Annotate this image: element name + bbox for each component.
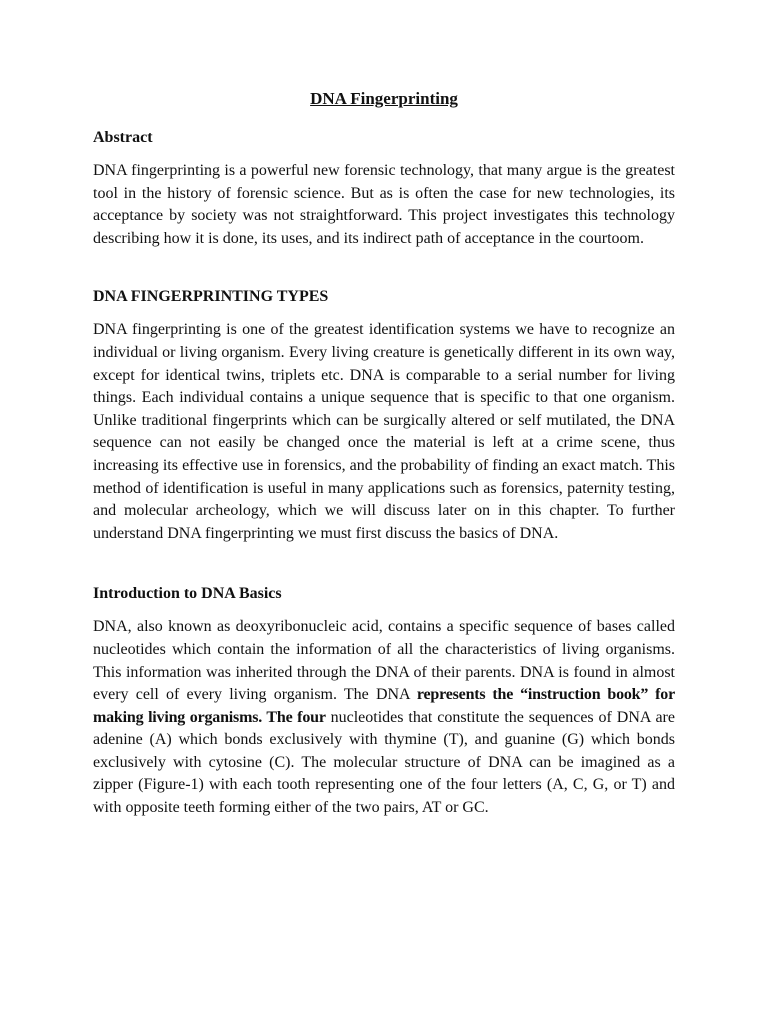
abstract-paragraph: DNA fingerprinting is a powerful new forensic technology, that many argue is the greatest tool in the history of forensic science. But as is often the case for new technologies, its acceptance by society was not straightforward. This project investigates this technology describing how it is done, its uses, and its indirect path of acceptance in the courtoom. [93,162,675,247]
intro-paragraph [93,616,675,819]
intro-heading: Introduction to DNA Basics [93,585,282,603]
types-paragraph: DNA fingerprinting is one of the greatest identification systems we have to recognize an individual or living organism. Every living creature is genetically different in its own way, except for identical twins, triplets etc. DNA is comparable to a serial number for living things. Each individual contains a unique sequence that is specific to that one organism. Unlike traditional fingerprints which can be surgically altered or self mutilated, the DNA sequence can not easily be changed once the material is left at a crime scene, thus increasing its effective use in forensics, and the probability of finding an exact match. This method of identification is useful in many applications such as forensics, paternity testing, and molecular archeology, which we will discuss later on in this chapter. To further understand DNA fingerprinting we must first discuss the basics of DNA. [93,321,675,542]
types-heading: DNA FINGERPRINTING TYPES [93,288,329,306]
intro-text-emphasis: represents the “instruction book” for making living organisms. The four [93,686,675,726]
document-page [93,88,675,820]
abstract-heading: Abstract [93,129,153,146]
intro-text-part1: DNA, also known as deoxyribonucleic acid, contains a specific sequence of bases called nucleotides which contain the information of all the characteristics of living organisms. This information was inherited through the DNA of their parents. DNA is found in almost every cell of every living organism. The DNA [93,618,675,704]
intro-text-part2: nucleotides that constitute the sequences of DNA are adenine (A) which bonds exclusively with thymine (T), and guanine (G) which bonds exclusively with cytosine (C). The molecular structure of DNA can be imagined as a zipper (Figure-1) with each tooth representing one of the four letters (A, C, G, or T) and with opposite teeth forming either of the two pairs, AT or GC. [93,708,675,817]
document-title: DNA Fingerprinting [310,89,458,108]
